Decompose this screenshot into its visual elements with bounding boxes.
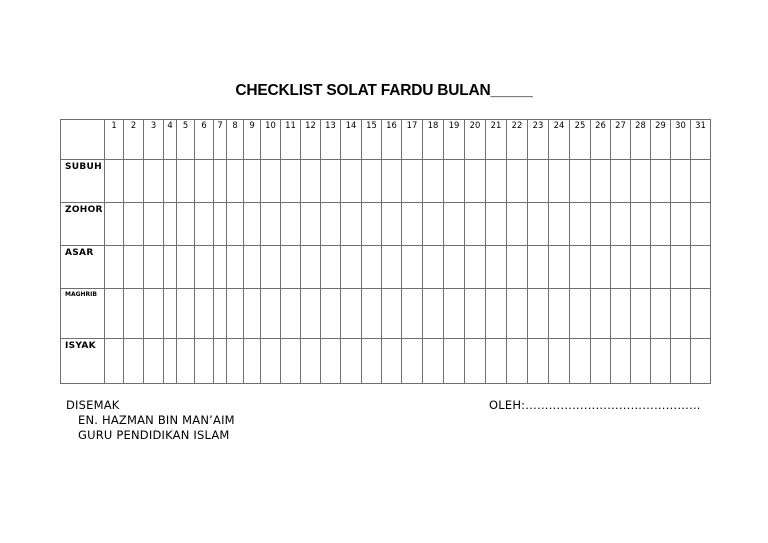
check-cell[interactable] [402, 203, 423, 246]
check-cell[interactable] [528, 339, 549, 384]
check-cell[interactable] [227, 203, 244, 246]
check-cell[interactable] [671, 339, 691, 384]
check-cell[interactable] [570, 160, 591, 203]
check-cell[interactable] [195, 203, 214, 246]
check-cell[interactable] [549, 160, 570, 203]
check-cell[interactable] [301, 203, 321, 246]
day-header-20: 20 [465, 120, 486, 160]
day-header-16: 16 [382, 120, 402, 160]
day-header-25: 25 [570, 120, 591, 160]
check-cell[interactable] [281, 246, 301, 289]
check-cell[interactable] [177, 246, 195, 289]
checklist-table [60, 119, 711, 384]
check-cell[interactable] [631, 339, 651, 384]
day-header-19: 19 [444, 120, 465, 160]
check-cell[interactable] [691, 203, 711, 246]
day-header-2: 2 [124, 120, 144, 160]
check-cell[interactable] [261, 339, 281, 384]
day-header-29: 29 [651, 120, 671, 160]
check-cell[interactable] [177, 289, 195, 339]
check-cell[interactable] [105, 289, 124, 339]
check-cell[interactable] [341, 203, 362, 246]
prayer-label: SUBUH [61, 160, 105, 203]
check-cell[interactable] [382, 246, 402, 289]
check-cell[interactable] [570, 246, 591, 289]
check-cell[interactable] [341, 246, 362, 289]
check-cell[interactable] [402, 160, 423, 203]
check-cell[interactable] [671, 289, 691, 339]
day-header-31: 31 [691, 120, 711, 160]
check-cell[interactable] [423, 289, 444, 339]
check-cell[interactable] [507, 246, 528, 289]
checker-name: EN. HAZMAN BIN MAN’AIM [78, 413, 235, 427]
check-cell[interactable] [244, 246, 261, 289]
corner-cell [61, 120, 105, 160]
check-cell[interactable] [549, 339, 570, 384]
day-header-18: 18 [423, 120, 444, 160]
check-cell[interactable] [651, 246, 671, 289]
check-cell[interactable] [691, 339, 711, 384]
check-cell[interactable] [423, 339, 444, 384]
check-cell[interactable] [591, 246, 611, 289]
check-cell[interactable] [144, 160, 164, 203]
check-cell[interactable] [465, 160, 486, 203]
footer-signoff [66, 398, 235, 443]
check-cell[interactable] [281, 339, 301, 384]
check-cell[interactable] [382, 289, 402, 339]
check-cell[interactable] [423, 160, 444, 203]
check-cell[interactable] [507, 289, 528, 339]
check-cell[interactable] [465, 203, 486, 246]
day-header-9: 9 [244, 120, 261, 160]
day-header-6: 6 [195, 120, 214, 160]
check-cell[interactable] [382, 339, 402, 384]
check-cell[interactable] [244, 203, 261, 246]
check-cell[interactable] [528, 203, 549, 246]
disemak-label: DISEMAK [66, 398, 120, 412]
check-cell[interactable] [301, 289, 321, 339]
check-cell[interactable] [214, 246, 227, 289]
check-cell[interactable] [402, 246, 423, 289]
check-cell[interactable] [423, 246, 444, 289]
prayer-row-isyak [61, 339, 711, 384]
check-cell[interactable] [195, 160, 214, 203]
day-header-5: 5 [177, 120, 195, 160]
check-cell[interactable] [261, 160, 281, 203]
check-cell[interactable] [177, 339, 195, 384]
check-cell[interactable] [261, 203, 281, 246]
check-cell[interactable] [402, 289, 423, 339]
check-cell[interactable] [261, 289, 281, 339]
check-cell[interactable] [124, 160, 144, 203]
check-cell[interactable] [195, 289, 214, 339]
check-cell[interactable] [671, 203, 691, 246]
prayer-row-subuh [61, 160, 711, 203]
check-cell[interactable] [177, 160, 195, 203]
check-cell[interactable] [321, 339, 341, 384]
check-cell[interactable] [444, 203, 465, 246]
check-cell[interactable] [549, 289, 570, 339]
check-cell[interactable] [341, 160, 362, 203]
check-cell[interactable] [691, 246, 711, 289]
day-header-15: 15 [362, 120, 382, 160]
check-cell[interactable] [362, 203, 382, 246]
day-header-3: 3 [144, 120, 164, 160]
check-cell[interactable] [570, 339, 591, 384]
check-cell[interactable] [382, 160, 402, 203]
check-cell[interactable] [227, 339, 244, 384]
check-cell[interactable] [362, 246, 382, 289]
check-cell[interactable] [570, 203, 591, 246]
check-cell[interactable] [227, 160, 244, 203]
prayer-row-zohor [61, 203, 711, 246]
check-cell[interactable] [105, 203, 124, 246]
prayer-label: ZOHOR [61, 203, 105, 246]
oleh-field: OLEH:……………………………………… [489, 398, 701, 412]
check-cell[interactable] [281, 203, 301, 246]
checker-role: GURU PENDIDIKAN ISLAM [78, 428, 230, 442]
prayer-row-asar [61, 246, 711, 289]
day-header-12: 12 [301, 120, 321, 160]
check-cell[interactable] [214, 203, 227, 246]
check-cell[interactable] [444, 339, 465, 384]
day-header-28: 28 [631, 120, 651, 160]
check-cell[interactable] [227, 246, 244, 289]
check-cell[interactable] [124, 339, 144, 384]
check-cell[interactable] [402, 339, 423, 384]
check-cell[interactable] [631, 203, 651, 246]
check-cell[interactable] [444, 289, 465, 339]
day-header-23: 23 [528, 120, 549, 160]
check-cell[interactable] [611, 289, 631, 339]
check-cell[interactable] [321, 203, 341, 246]
check-cell[interactable] [611, 339, 631, 384]
day-header-30: 30 [671, 120, 691, 160]
check-cell[interactable] [691, 289, 711, 339]
check-cell[interactable] [301, 246, 321, 289]
table-header-row [61, 120, 711, 160]
check-cell[interactable] [244, 339, 261, 384]
check-cell[interactable] [631, 246, 651, 289]
check-cell[interactable] [105, 339, 124, 384]
check-cell[interactable] [105, 160, 124, 203]
page-title: CHECKLIST SOLAT FARDU BULAN_____ [235, 82, 533, 99]
check-cell[interactable] [321, 160, 341, 203]
check-cell[interactable] [214, 339, 227, 384]
check-cell[interactable] [528, 160, 549, 203]
check-cell[interactable] [611, 160, 631, 203]
day-header-27: 27 [611, 120, 631, 160]
check-cell[interactable] [611, 246, 631, 289]
check-cell[interactable] [444, 246, 465, 289]
check-cell[interactable] [507, 160, 528, 203]
check-cell[interactable] [671, 246, 691, 289]
check-cell[interactable] [591, 339, 611, 384]
check-cell[interactable] [321, 246, 341, 289]
check-cell[interactable] [549, 203, 570, 246]
check-cell[interactable] [301, 339, 321, 384]
check-cell[interactable] [321, 289, 341, 339]
check-cell[interactable] [591, 289, 611, 339]
check-cell[interactable] [486, 160, 507, 203]
check-cell[interactable] [177, 203, 195, 246]
check-cell[interactable] [195, 246, 214, 289]
check-cell[interactable] [124, 203, 144, 246]
check-cell[interactable] [631, 160, 651, 203]
day-header-17: 17 [402, 120, 423, 160]
check-cell[interactable] [507, 339, 528, 384]
check-cell[interactable] [465, 339, 486, 384]
check-cell[interactable] [227, 289, 244, 339]
check-cell[interactable] [591, 160, 611, 203]
check-cell[interactable] [486, 203, 507, 246]
check-cell[interactable] [144, 339, 164, 384]
day-header-7: 7 [214, 120, 227, 160]
check-cell[interactable] [244, 289, 261, 339]
day-header-14: 14 [341, 120, 362, 160]
check-cell[interactable] [144, 289, 164, 339]
check-cell[interactable] [570, 289, 591, 339]
check-cell[interactable] [549, 246, 570, 289]
check-cell[interactable] [486, 289, 507, 339]
day-header-4: 4 [164, 120, 177, 160]
check-cell[interactable] [214, 289, 227, 339]
check-cell[interactable] [486, 246, 507, 289]
check-cell[interactable] [164, 160, 177, 203]
check-cell[interactable] [651, 203, 671, 246]
check-cell[interactable] [362, 339, 382, 384]
day-header-8: 8 [227, 120, 244, 160]
check-cell[interactable] [164, 339, 177, 384]
prayer-label: ASAR [61, 246, 105, 289]
check-cell[interactable] [671, 160, 691, 203]
check-cell[interactable] [651, 289, 671, 339]
day-header-24: 24 [549, 120, 570, 160]
day-header-13: 13 [321, 120, 341, 160]
check-cell[interactable] [244, 160, 261, 203]
check-cell[interactable] [341, 339, 362, 384]
check-cell[interactable] [301, 160, 321, 203]
check-cell[interactable] [214, 160, 227, 203]
check-cell[interactable] [423, 203, 444, 246]
day-header-22: 22 [507, 120, 528, 160]
check-cell[interactable] [444, 160, 465, 203]
check-cell[interactable] [382, 203, 402, 246]
check-cell[interactable] [507, 203, 528, 246]
check-cell[interactable] [341, 289, 362, 339]
check-cell[interactable] [691, 160, 711, 203]
check-cell[interactable] [465, 289, 486, 339]
check-cell[interactable] [124, 246, 144, 289]
check-cell[interactable] [651, 339, 671, 384]
check-cell[interactable] [651, 160, 671, 203]
check-cell[interactable] [591, 203, 611, 246]
check-cell[interactable] [105, 246, 124, 289]
check-cell[interactable] [465, 246, 486, 289]
prayer-label: ISYAK [61, 339, 105, 384]
check-cell[interactable] [528, 246, 549, 289]
prayer-row-maghrib [61, 289, 711, 339]
day-header-11: 11 [281, 120, 301, 160]
check-cell[interactable] [164, 289, 177, 339]
check-cell[interactable] [362, 160, 382, 203]
check-cell[interactable] [144, 203, 164, 246]
check-cell[interactable] [486, 339, 507, 384]
check-cell[interactable] [281, 289, 301, 339]
day-header-1: 1 [105, 120, 124, 160]
check-cell[interactable] [164, 203, 177, 246]
day-header-26: 26 [591, 120, 611, 160]
check-cell[interactable] [195, 339, 214, 384]
day-header-10: 10 [261, 120, 281, 160]
check-cell[interactable] [261, 246, 281, 289]
check-cell[interactable] [124, 289, 144, 339]
prayer-label: MAGHRIB [61, 289, 105, 339]
check-cell[interactable] [631, 289, 651, 339]
check-cell[interactable] [164, 246, 177, 289]
check-cell[interactable] [611, 203, 631, 246]
check-cell[interactable] [144, 246, 164, 289]
check-cell[interactable] [281, 160, 301, 203]
check-cell[interactable] [528, 289, 549, 339]
day-header-21: 21 [486, 120, 507, 160]
check-cell[interactable] [362, 289, 382, 339]
